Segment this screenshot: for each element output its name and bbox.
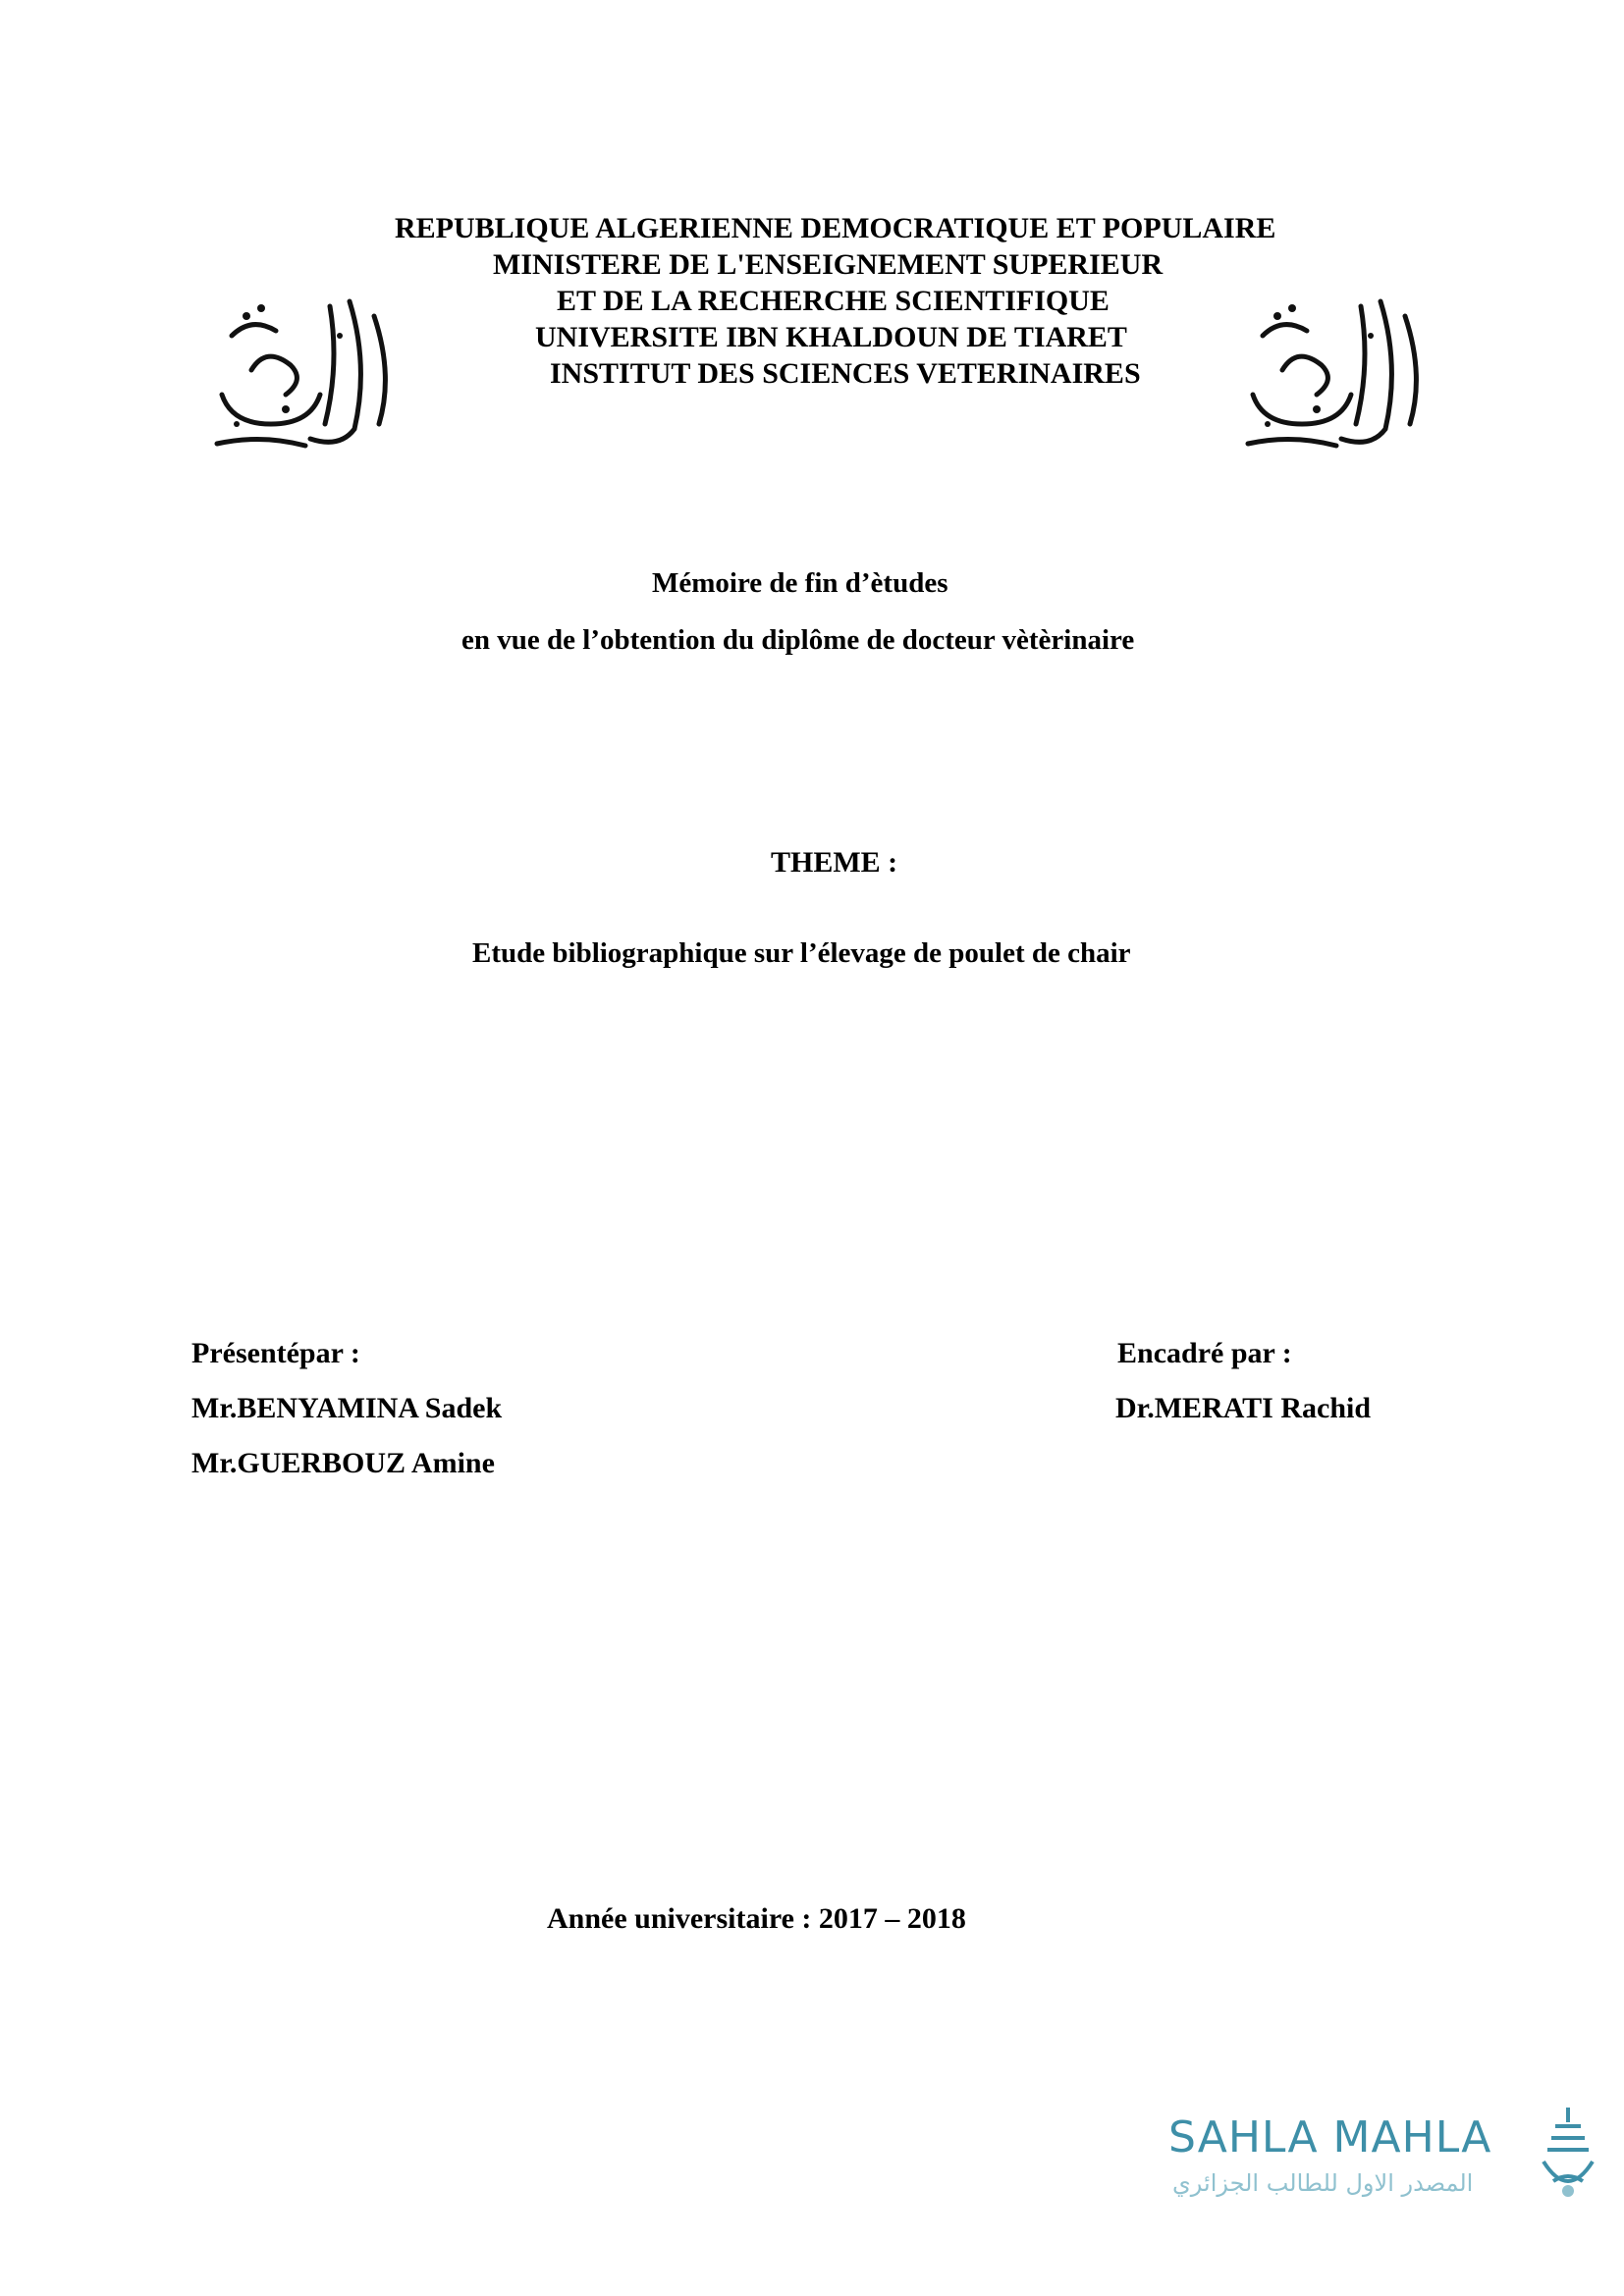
university-calligraphy-logo-left [192,277,408,454]
student-name-1: Mr.BENYAMINA Sadek [191,1392,503,1424]
theme-title: Etude bibliographique sur l’élevage de poulet de chair [472,937,1131,969]
header-line-republic: REPUBLIQUE ALGERIENNE DEMOCRATIQUE ET POPULAIRE [395,212,1276,244]
brand-tagline: المصدر الاول للطالب الجزائري [1172,2169,1474,2197]
header-line-institute: INSTITUT DES SCIENCES VETERINAIRES [550,357,1141,390]
header-line-research: ET DE LA RECHERCHE SCIENTIFIQUE [557,285,1110,317]
supervisor-name: Dr.MERATI Rachid [1115,1392,1372,1424]
academic-year: Année universitaire : 2017 – 2018 [547,1902,966,1935]
brand-logo-icon [1534,2103,1602,2211]
supervised-by-label: Encadré par : [1117,1337,1292,1369]
memoire-line-1: Mémoire de fin d’ètudes [652,567,948,599]
calligraphy-logo-icon [1223,277,1439,454]
calligraphy-logo-icon [192,277,408,454]
header-line-university: UNIVERSITE IBN KHALDOUN DE TIARET [535,321,1127,353]
sahla-mahla-watermark [1168,2112,1600,2220]
presented-by-label: Présentépar : [191,1337,360,1369]
brand-name: SAHLA MAHLA [1168,2112,1492,2163]
header-line-ministry: MINISTERE DE L'ENSEIGNEMENT SUPERIEUR [493,248,1164,281]
student-name-2: Mr.GUERBOUZ Amine [191,1447,495,1479]
theme-label: THEME : [771,846,898,879]
memoire-line-2: en vue de l’obtention du diplôme de docteur vètèrinaire [461,624,1135,656]
university-calligraphy-logo-right [1223,277,1439,454]
